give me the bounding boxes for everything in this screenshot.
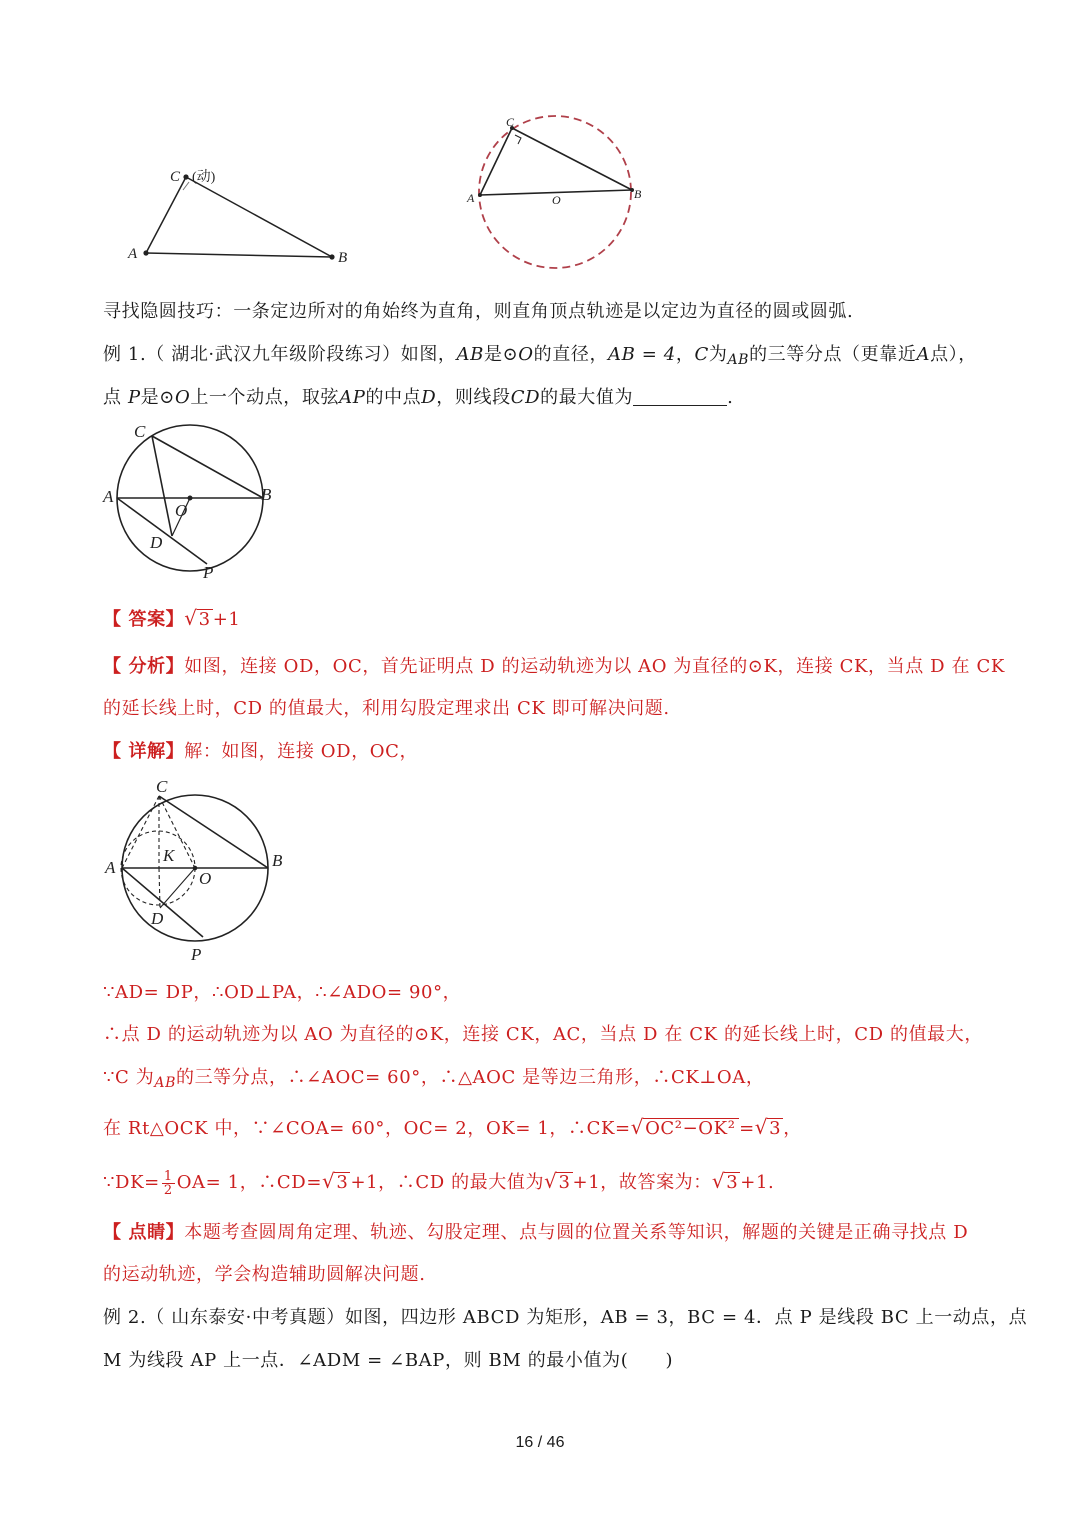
label-a: A [105, 858, 116, 877]
example1-line2: 点 P是⊙O上一个动点，取弦AP的中点D，则线段CD的最大值为 . [103, 387, 734, 408]
label-c: C [170, 169, 181, 185]
step-2: ∴点 D 的运动轨迹为以 AO 为直径的⊙K，连接 CK，AC，当点 D 在 CK 的延长线上时，CD 的值最大， [103, 1024, 983, 1045]
label-b: B [272, 851, 283, 870]
label-c: C [156, 777, 168, 796]
answer-blank [633, 387, 727, 406]
label-c: C [506, 115, 515, 129]
label-a: A [128, 246, 138, 262]
label-b: B [634, 187, 642, 201]
label-b: B [338, 250, 348, 266]
label-d: D [151, 909, 164, 928]
step-1: ∵AD= DP，∴OD⊥PA，∴∠ADO= 90°， [103, 982, 462, 1003]
figure-circle-detail [95, 770, 295, 965]
label-k: K [163, 846, 175, 865]
step-3: ∵C 为$_{AB}$的三等分点，∴∠AOC= 60°，∴△AOC 是等边三角形，∴CK⊥OA， [103, 1067, 765, 1091]
label-c: C [134, 422, 146, 441]
tip-text: 寻找隐圆技巧：一条定边所对的角始终为直角，则直角顶点轨迹是以定边为直径的圆或圆弧. [103, 301, 854, 322]
figure-circle-example1 [95, 420, 285, 585]
comment-line1: 【 点睛】本题考查圆周角定理、轨迹、勾股定理、点与圆的位置关系等知识，解题的关键是正确寻找点 D [103, 1222, 969, 1243]
label-o: O [199, 869, 212, 888]
page-number: 16 / 46 [515, 1434, 565, 1451]
label-b: B [261, 485, 272, 504]
answer-line: 【 答案】√3 +1 [103, 606, 241, 630]
detail-line: 【 详解】解：如图，连接 OD，OC， [103, 741, 419, 762]
label-d: D [150, 533, 163, 552]
label-o: O [175, 501, 188, 520]
analysis-line1: 【 分析】如图，连接 OD，OC，首先证明点 D 的运动轨迹为以 AO 为直径的⊙K，连接 CK，当点 D 在 CK [103, 656, 1005, 677]
comment-line2: 的运动轨迹，学会构造辅助圆解决问题. [103, 1264, 426, 1285]
figure-dashed-circle [460, 110, 650, 275]
example2-line1: 例 2.（ 山东泰安·中考真题）如图，四边形 ABCD 为矩形，AB = 3，BC = 4．点 P 是线段 BC 上一动点，点 [103, 1307, 1028, 1328]
step-5: ∵DK= $\frac{1}{2}$ OA= 1，∴CD=√3 +1，∴CD 的最大值为√3 +1，故答案为：√3 +1. [103, 1168, 775, 1198]
label-p: P [203, 563, 214, 582]
analysis-line2: 的延长线上时，CD 的值最大，利用勾股定理求出 CK 即可解决问题. [103, 698, 670, 719]
label-a: A [467, 191, 475, 205]
step-4: 在 Rt△OCK 中，∵∠COA= 60°，OC= 2，OK= 1，∴CK=√OC²−OK² =√3 ， [103, 1115, 802, 1139]
example2-line2: M 为线段 AP 上一点．∠ADM = ∠BAP，则 BM 的最小值为( ) [103, 1350, 674, 1371]
figure-triangle-moving-c [120, 160, 360, 270]
label-c-note: (动) [192, 170, 216, 185]
label-a: A [103, 487, 114, 506]
example1-line1: 例 1.（ 湖北·武汉九年级阶段练习）如图，AB是⊙O的直径，AB = 4，C为$_{AB}$的三等分点（更靠近A点）， [103, 344, 977, 368]
label-p: P [191, 945, 202, 964]
label-o: O [552, 193, 561, 207]
